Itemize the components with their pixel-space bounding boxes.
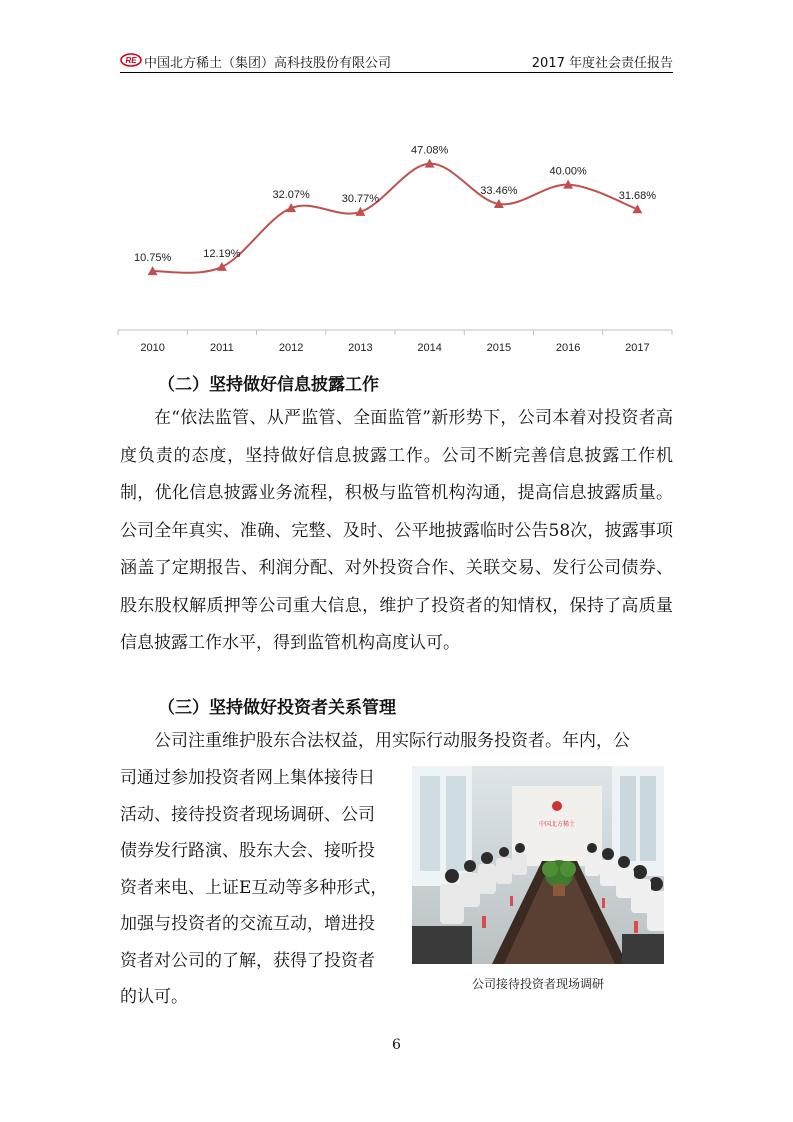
x-tick-label: 2012 <box>278 342 304 354</box>
ratio-line-chart <box>110 140 680 360</box>
x-tick-label: 2010 <box>140 342 165 354</box>
section-3-first-line: 公司注重维护股东合法权益，用实际行动服务投资者。年内，公 <box>154 731 630 751</box>
x-tick-label: 2015 <box>486 342 512 354</box>
wrap-line: 的认可。 <box>120 987 188 1007</box>
section-3-wrap-text <box>120 760 405 1016</box>
data-label: 10.75% <box>133 252 172 265</box>
data-label: 47.08% <box>410 144 449 157</box>
data-label: 32.07% <box>272 189 310 202</box>
section-3-heading: （三）坚持做好投资者关系管理 <box>158 698 396 718</box>
logo-text: RE <box>125 56 137 65</box>
wrap-line: 活动、接待投资者现场调研、公司 <box>120 804 375 825</box>
report-title: 2017 年度社会责任报告 <box>531 56 673 71</box>
wrap-line: 债券发行路演、股东大会、接听投 <box>120 841 375 861</box>
photo-sign: 中国北方稀土 <box>538 822 576 828</box>
data-label: 30.77% <box>341 192 380 205</box>
section-3-first-line-block <box>120 723 673 761</box>
meeting-photo <box>412 766 664 964</box>
company-name: 中国北方稀土（集团）高科技股份有限公司 <box>144 56 392 71</box>
wrap-line: 司通过参加投资者网上集体接待日 <box>120 768 375 788</box>
section-2-text: 在“依法监管、从严监管、全面监管”新形势下，公司本着对投资者高度负责的态度，坚持做好信息披露工作。公司不断完善信息披露工作机制，优化信息披露业务流程，积极与监管机构沟通，提高信息披露质量。公司全年真实、准确、完整、及时、公平地披露临时公告58次，披露事项涵盖了定期报告、利润分配、对外投资合作、关联交易、发行公司债券、股东股权解质押等公司重大信息，维护了投资者的知情权，保持了高质量信息披露工作水平，得到监管机构高度认可。 <box>120 408 673 653</box>
page-number: 6 <box>392 1037 401 1053</box>
data-label: 12.19% <box>203 247 241 260</box>
x-tick-label: 2016 <box>555 342 581 354</box>
data-point-marker <box>217 262 227 271</box>
section-2-paragraph <box>120 400 673 663</box>
page-header <box>120 50 673 73</box>
data-label: 33.46% <box>480 184 518 197</box>
x-tick-label: 2013 <box>348 342 373 354</box>
photo-caption: 公司接待投资者现场调研 <box>471 977 604 991</box>
company-logo <box>120 52 142 68</box>
wrap-line: 加强与投资者的交流互动，增进投 <box>120 914 375 934</box>
x-tick-label: 2014 <box>417 342 442 354</box>
section-2-heading: （二）坚持做好信息披露工作 <box>158 375 379 395</box>
data-label: 31.68% <box>618 190 657 203</box>
x-tick-label: 2011 <box>210 342 234 354</box>
x-tick-label: 2017 <box>625 342 650 354</box>
wrap-line: 资者对公司的了解，获得了投资者 <box>120 950 375 971</box>
wrap-line: 资者来电、上证E互动等多种形式， <box>120 877 388 898</box>
data-label: 40.00% <box>549 165 587 178</box>
